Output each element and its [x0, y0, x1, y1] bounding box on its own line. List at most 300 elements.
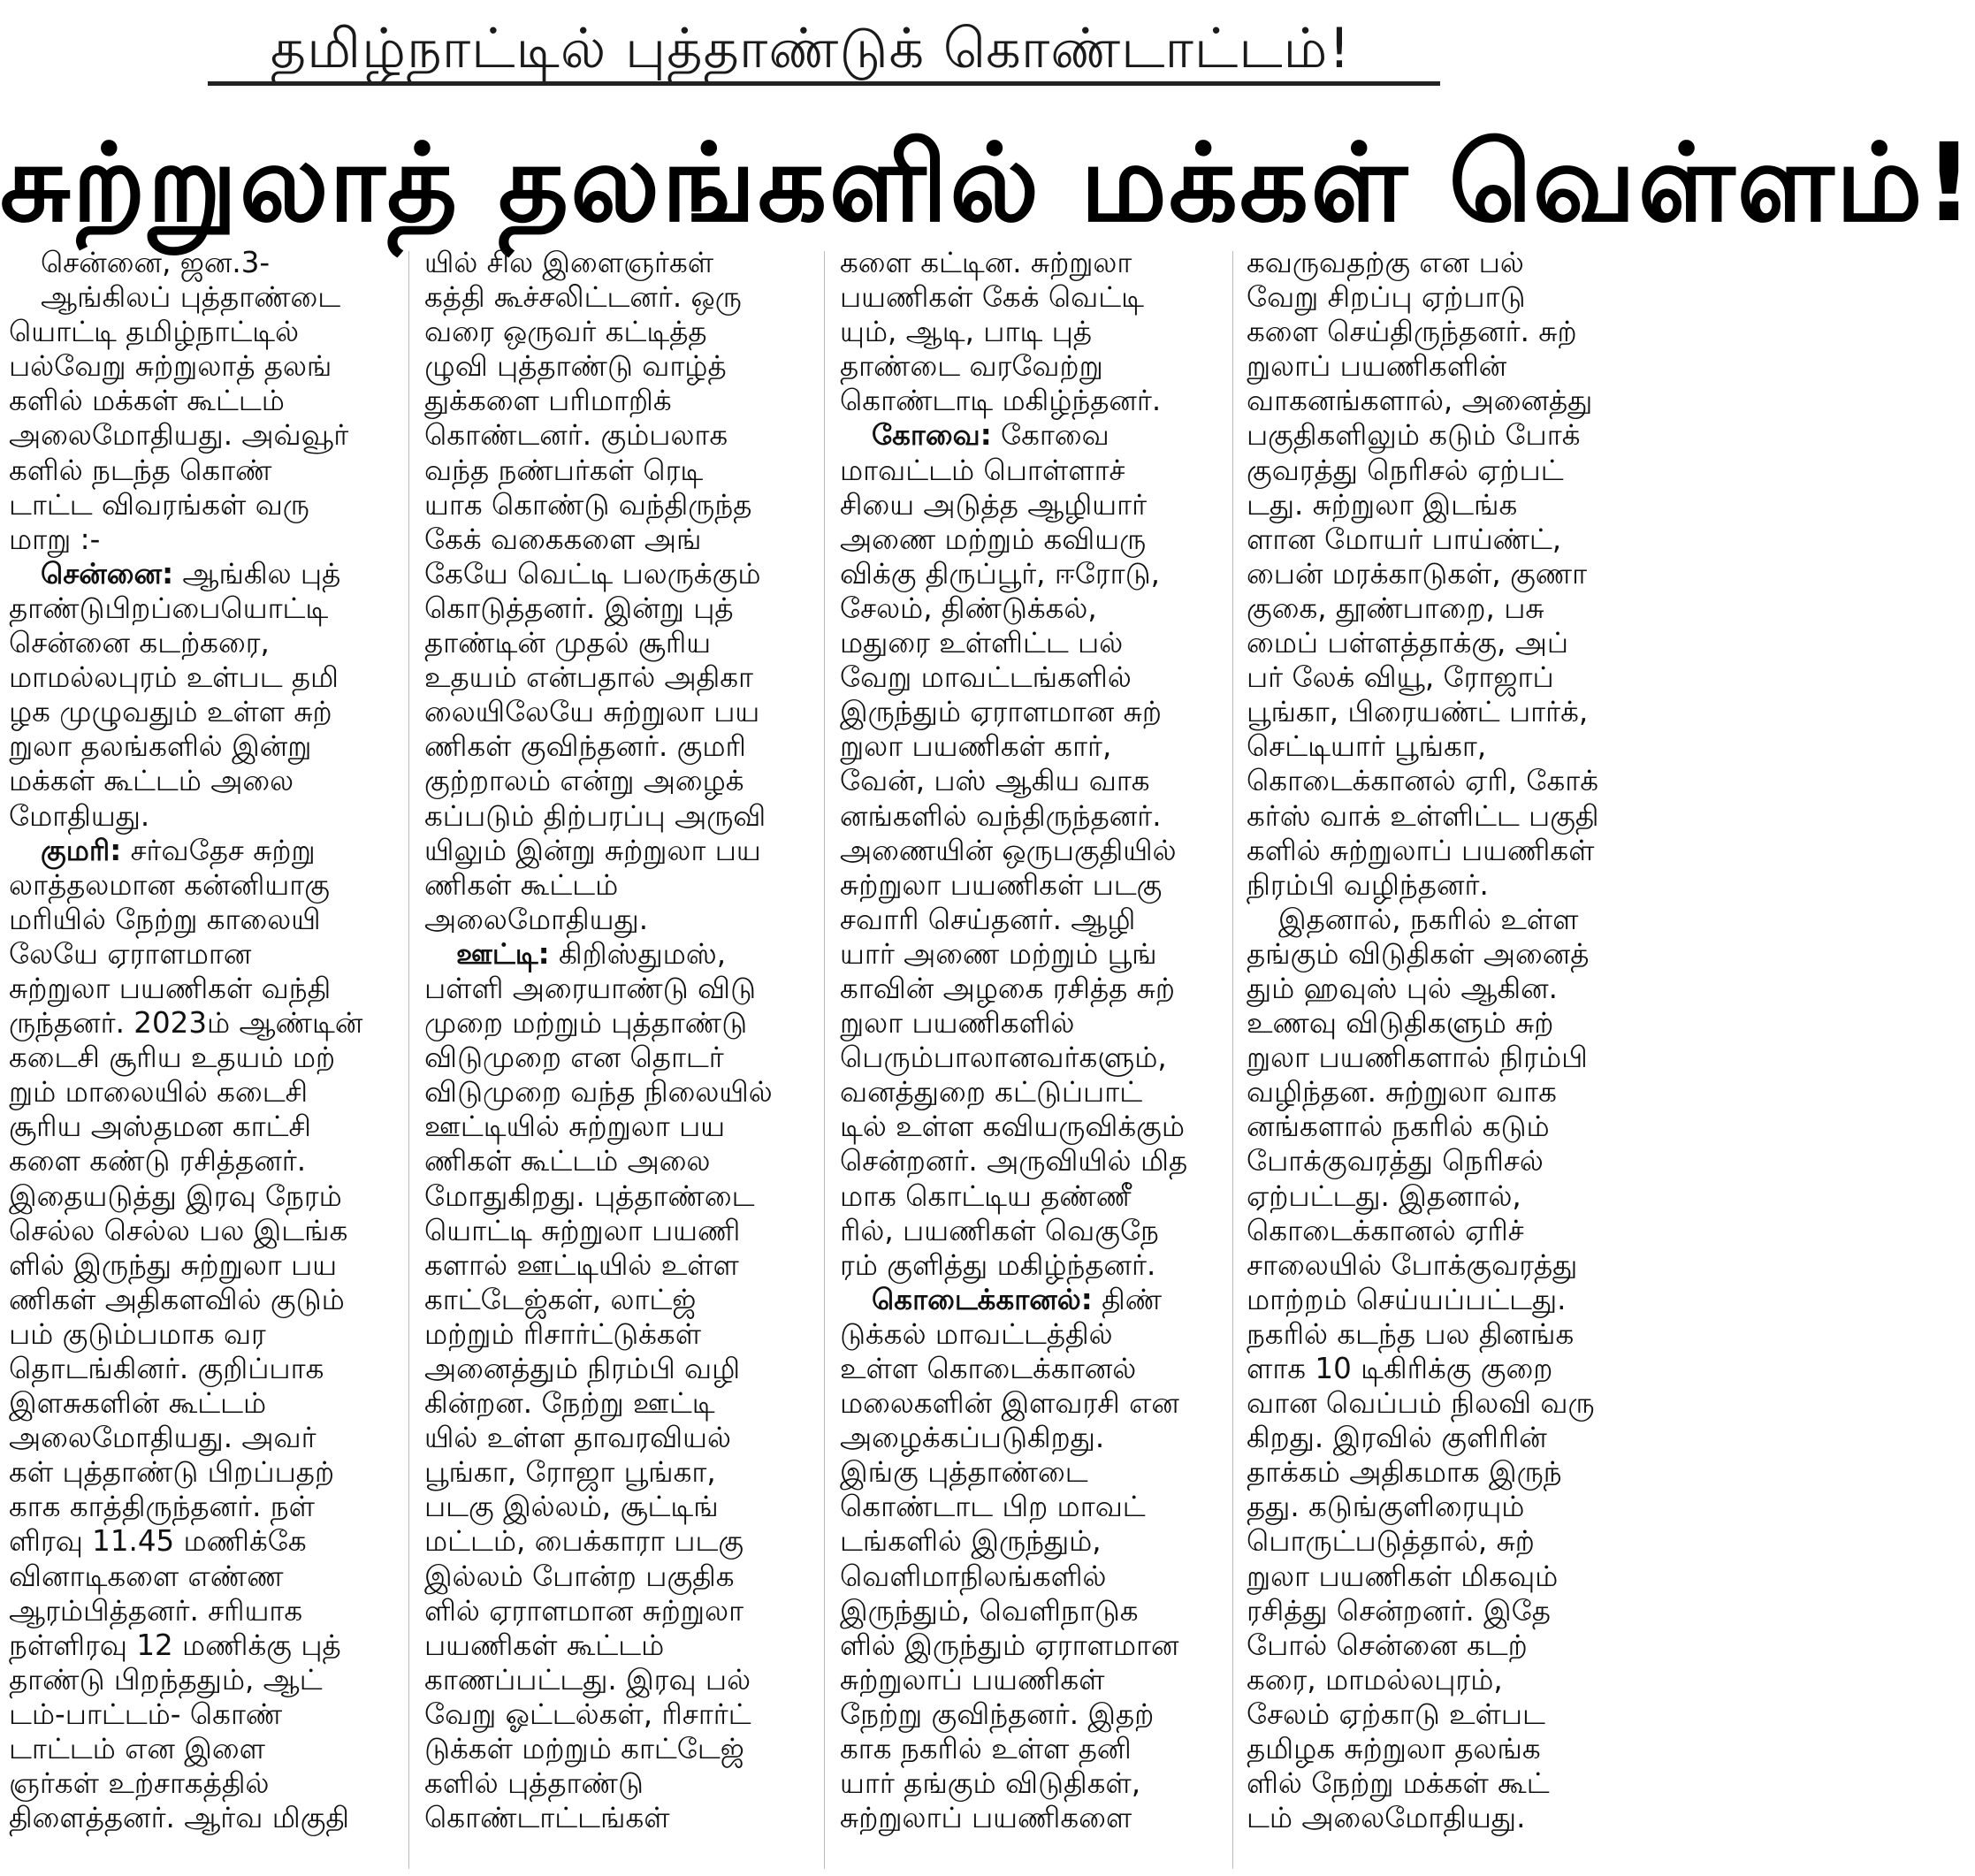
article-line	[1247, 834, 1622, 868]
article-line	[424, 1214, 800, 1248]
article-line-text: தமிழக சுற்றுலா தலங்க	[1247, 1732, 1541, 1766]
article-line-text: அலைமோதியது. அவ்வூர்	[9, 418, 349, 453]
article-line-text: ருந்தனர். 2023ம் ஆண்டின்	[9, 1006, 363, 1041]
article-line-text: பகுதிகளிலும் கடும் போக்	[1247, 418, 1581, 453]
article-line	[9, 349, 385, 384]
article-line	[1247, 764, 1622, 798]
article-line-text: ஞர்கள் உற்சாகத்தில்	[9, 1766, 270, 1801]
article-line-text: றுலா பயணிகளால் நிரம்பி	[1247, 1041, 1588, 1075]
article-line	[424, 1560, 800, 1594]
article-line-text: கடைசி சூரிய உதயம் மற்	[9, 1041, 336, 1075]
article-line	[840, 1732, 1216, 1766]
article-line-text: ரில், பயணிகள் வெகுநே	[840, 1213, 1159, 1247]
article-line-text: ளாக 10 டிகிரிக்கு குறை	[1247, 1352, 1553, 1385]
article-line	[1247, 591, 1622, 626]
article-line	[9, 1214, 385, 1248]
article-line	[1247, 1801, 1622, 1835]
article-line-text: இதனால், நகரில் உள்ள	[1278, 902, 1579, 936]
article-line-text: டில் உள்ள கவியருவிக்கும்	[840, 1110, 1185, 1144]
article-line-text: ரசித்து சென்றனர். இதே	[1247, 1593, 1551, 1628]
article-line-text: அலைமோதியது.	[424, 902, 649, 936]
article-line-text: குற்றாலம் என்று அழைக்	[424, 764, 744, 798]
article-line	[424, 1144, 800, 1178]
article-line-text: தங்கும் விடுதிகள் அனைத்	[1247, 936, 1590, 971]
article-line-text: மக்கள் கூட்டம் அலை	[9, 764, 294, 798]
article-line	[9, 1110, 385, 1144]
article-line	[424, 1179, 800, 1214]
article-line	[424, 834, 800, 868]
article-line	[9, 1006, 385, 1041]
article-line	[424, 1628, 800, 1663]
article-line-text: சுற்றுலாப் பயணிகள்	[840, 1662, 1105, 1697]
article-line	[1247, 522, 1622, 557]
article-line-text: சுற்றுலா பயணிகள் படகு	[840, 867, 1163, 902]
article-line-text: கொடைக்கானல் ஏரிச்	[1247, 1213, 1524, 1247]
article-line	[840, 1421, 1216, 1455]
article-line-text: இங்கு புத்தாண்டை	[840, 1455, 1088, 1490]
column-divider	[408, 251, 409, 1869]
article-line	[840, 868, 1216, 903]
article-line	[424, 1386, 800, 1421]
article-line	[840, 349, 1216, 384]
article-line	[840, 729, 1216, 764]
article-line-text: விடுமுறை வந்த நிலையில்	[424, 1075, 773, 1110]
article-line-text: மாறு :-	[9, 522, 101, 556]
article-line-text: கேயே வெட்டி பலருக்கும்	[424, 556, 761, 591]
article-line	[424, 764, 800, 798]
article-line-text: சென்னை, ஜன.3-	[41, 246, 271, 279]
article-line-text: திளைத்தனர். ஆர்வ மிகுதி	[9, 1801, 350, 1835]
article-line-text: இருந்தும் ஏராளமான சுற்	[840, 695, 1162, 729]
article-line-text: பூங்கா, பிரையண்ட் பார்க்,	[1247, 695, 1589, 729]
article-line-text: யில் உள்ள தாவரவியல்	[424, 1421, 731, 1455]
article-line-text: கோவை	[991, 418, 1110, 453]
article-line-text: டாட்டம் என இளை	[9, 1732, 265, 1766]
article-line	[1247, 1075, 1622, 1110]
article-line	[1247, 1732, 1622, 1766]
column-divider	[824, 251, 825, 1869]
article-line-text: டம்-பாட்டம்- கொண்	[9, 1697, 283, 1731]
article-line-text: ஊட்டியில் சுற்றுலா பய	[424, 1110, 726, 1144]
article-line	[840, 1352, 1216, 1386]
article-line-text: செட்டியார் பூங்கா,	[1247, 729, 1487, 764]
article-line	[1247, 660, 1622, 695]
article-line-text: களில் நடந்த கொண்	[9, 453, 272, 487]
article-line	[840, 315, 1216, 349]
article-line	[1247, 1110, 1622, 1144]
article-line	[840, 834, 1216, 868]
article-line	[1247, 418, 1622, 453]
article-line	[840, 1560, 1216, 1594]
article-line-text: வேறு சிறப்பு ஏற்பாடு	[1247, 280, 1526, 315]
article-line	[840, 660, 1216, 695]
article-line-text: யும், ஆடி, பாடி புத்	[840, 315, 1093, 349]
article-line	[9, 488, 385, 522]
article-line	[424, 591, 800, 626]
article-line-text: களை கட்டின. சுற்றுலா	[840, 246, 1132, 279]
article-line-text: சேலம், திண்டுக்கல்,	[840, 591, 1097, 625]
article-line	[1247, 1352, 1622, 1386]
article-line	[424, 1455, 800, 1490]
article-line-text: வாகனங்களால், அனைத்து	[1247, 384, 1593, 418]
article-line-text: கிறிஸ்துமஸ்,	[549, 936, 727, 971]
article-line-text: நள்ளிரவு 12 மணிக்கு புத்	[9, 1628, 341, 1662]
dateline-place: சென்னை:	[41, 556, 174, 591]
article-line	[424, 280, 800, 315]
article-line	[1247, 349, 1622, 384]
article-line-text: றுலா பயணிகள் கார்,	[840, 729, 1112, 764]
main-headline: சுற்றுலாத் தலங்களில் மக்கள் வெள்ளம்!	[0, 120, 1975, 246]
article-line-text: சூரிய அஸ்தமன காட்சி	[9, 1110, 311, 1144]
article-line-text: மற்றும் ரிசார்ட்டுக்கள்	[424, 1316, 702, 1351]
article-line	[9, 1628, 385, 1663]
article-line	[1247, 1386, 1622, 1421]
article-line-text: ணிகள் கூட்டம்	[424, 867, 619, 902]
article-line	[840, 1006, 1216, 1041]
article-line	[9, 1317, 385, 1352]
article-line	[840, 1283, 1216, 1317]
article-line	[1247, 1041, 1622, 1075]
article-line	[9, 1490, 385, 1524]
article-line-text: கொண்டாட்டங்கள்	[424, 1801, 670, 1835]
article-line-text: ஆரம்பித்தனர். சரியாக	[9, 1593, 303, 1628]
article-line	[424, 454, 800, 488]
article-line-text: துக்களை பரிமாறிக்	[424, 384, 672, 418]
article-line	[9, 454, 385, 488]
article-line	[9, 280, 385, 315]
article-line	[840, 1248, 1216, 1283]
article-line	[1247, 937, 1622, 972]
article-line-text: ழக முழுவதும் உள்ள சுற்	[9, 695, 332, 729]
article-line-text: கொடைக்கானல் ஏரி, கோக்	[1247, 764, 1599, 798]
article-line-text: போல் சென்னை கடற்	[1247, 1628, 1528, 1662]
article-line	[424, 315, 800, 349]
article-line-text: டுக்கள் மற்றும் காட்டேஜ்	[424, 1732, 744, 1766]
article-line	[840, 626, 1216, 660]
article-line-text: இளசுகளின் கூட்டம்	[9, 1386, 267, 1421]
article-line-text: உள்ள கொடைக்கானல்	[840, 1352, 1137, 1385]
article-line-text: ணிகள் குவிந்தனர். குமரி	[424, 729, 746, 764]
article-line-text: கொடுத்தனர். இன்று புத்	[424, 591, 734, 625]
article-line-text: ளில் நேற்று மக்கள் கூட்	[1247, 1766, 1550, 1801]
article-line	[9, 868, 385, 903]
article-line	[840, 972, 1216, 1006]
article-line	[9, 1386, 385, 1421]
article-line-text: இருந்தும், வெளிநாடுக	[840, 1593, 1139, 1628]
article-line-text: றுலா பயணிகள் மிகவும்	[1247, 1559, 1559, 1593]
article-line-text: படகு இல்லம், சூட்டிங்	[424, 1490, 719, 1524]
article-line-text: ளான மோயர் பாய்ண்ட்,	[1247, 522, 1562, 556]
article-line-text: வினாடிகளை எண்ண	[9, 1559, 284, 1593]
article-line	[840, 1628, 1216, 1663]
article-line	[9, 729, 385, 764]
article-line	[840, 280, 1216, 315]
article-line	[9, 937, 385, 972]
article-line	[9, 1732, 385, 1766]
dateline-place: ஊட்டி:	[456, 936, 550, 971]
article-line	[424, 246, 800, 280]
article-line	[424, 868, 800, 903]
article-line-text: நிரம்பி வழிந்தனர்.	[1247, 867, 1489, 902]
article-line	[424, 1663, 800, 1697]
article-line	[9, 315, 385, 349]
article-line	[840, 1179, 1216, 1214]
article-line	[424, 695, 800, 729]
article-line	[840, 903, 1216, 937]
article-column-1	[9, 246, 385, 1872]
article-line-text: களில் சுற்றுலாப் பயணிகள்	[1247, 833, 1595, 867]
article-line-text: கொண்டாட பிற மாவட்	[840, 1490, 1146, 1524]
kicker-underline	[208, 81, 1440, 86]
article-line-text: மாக கொட்டிய தண்ணீ	[840, 1178, 1132, 1213]
article-line-text: பயணிகள் கூட்டம்	[424, 1628, 665, 1662]
article-line	[9, 1041, 385, 1075]
article-line	[424, 557, 800, 591]
article-line-text: கப்படும் திற்பரப்பு அருவி	[424, 798, 766, 833]
article-column-3	[840, 246, 1216, 1872]
article-line	[840, 1490, 1216, 1524]
article-line-text: களால் ஊட்டியில் உள்ள	[424, 1247, 739, 1282]
article-line	[9, 1697, 385, 1732]
article-line-text: கரை, மாமல்லபுரம்,	[1247, 1662, 1503, 1697]
article-line	[840, 695, 1216, 729]
article-line	[1247, 1006, 1622, 1041]
article-line-text: ளில் இருந்தும் ஏராளமான	[840, 1628, 1179, 1662]
article-line-text: தொடங்கினர். குறிப்பாக	[9, 1352, 324, 1385]
article-line	[424, 903, 800, 937]
article-line-text: யில் சில இளைஞர்கள்	[424, 246, 714, 279]
article-line-text: மாற்றம் செய்யப்பட்டது.	[1247, 1282, 1567, 1316]
article-line	[424, 1421, 800, 1455]
article-line	[1247, 280, 1622, 315]
article-line-text: றுலா தலங்களில் இன்று	[9, 729, 312, 764]
article-line-text: விடுமுறை என தொடர்	[424, 1041, 724, 1075]
article-line	[9, 418, 385, 453]
article-line	[1247, 1179, 1622, 1214]
article-line-text: ரம் குளித்து மகிழ்ந்தனர்.	[840, 1247, 1156, 1282]
article-line-text: உணவு விடுதிகளும் சுற்	[1247, 1006, 1554, 1041]
article-line	[1247, 384, 1622, 418]
article-line	[9, 660, 385, 695]
article-line	[840, 1801, 1216, 1835]
article-line-text: பள்ளி அரையாண்டு விடு	[424, 971, 756, 1005]
article-line	[424, 1110, 800, 1144]
article-line-text: யொட்டி சுற்றுலா பயணி	[424, 1213, 741, 1247]
article-line-text: லையிலேயே சுற்றுலா பய	[424, 695, 760, 729]
article-line-text: ஆங்கில புத்	[173, 556, 341, 591]
article-line	[424, 349, 800, 384]
article-line	[1247, 972, 1622, 1006]
article-line	[840, 1455, 1216, 1490]
article-line-text: வழிந்தன. சுற்றுலா வாக	[1247, 1075, 1557, 1110]
article-line	[9, 246, 385, 280]
article-line-text: டம் அலைமோதியது.	[1247, 1801, 1526, 1835]
article-line	[424, 488, 800, 522]
article-line-text: வரை ஒருவர் கட்டித்த	[424, 315, 707, 349]
article-line	[9, 695, 385, 729]
article-line-text: பயணிகள் கேக் வெட்டி	[840, 280, 1144, 315]
article-line	[9, 557, 385, 591]
article-line	[424, 1732, 800, 1766]
article-line-text: தது. கடுங்குளிரையும்	[1247, 1490, 1525, 1524]
article-line	[840, 1075, 1216, 1110]
article-line-text: வேன், பஸ் ஆகிய வாக	[840, 764, 1150, 798]
article-line	[9, 384, 385, 418]
article-line-text: மலைகளின் இளவரசி என	[840, 1386, 1179, 1421]
article-line-text: முறை மற்றும் புத்தாண்டு	[424, 1006, 748, 1041]
article-line	[424, 937, 800, 972]
article-line-text: கவருவதற்கு என பல்	[1247, 246, 1524, 279]
article-line	[840, 799, 1216, 834]
article-line-text: னங்களில் வந்திருந்தனர்.	[840, 798, 1162, 833]
article-line-text: ளில் ஏராளமான சுற்றுலா	[424, 1593, 744, 1628]
article-line-text: பர் லேக் வியூ, ரோஜாப்	[1247, 660, 1554, 695]
article-line-text: அணையின் ஒருபகுதியில்	[840, 833, 1177, 867]
article-line-text: இல்லம் போன்ற பகுதிக	[424, 1559, 735, 1593]
article-line	[9, 1075, 385, 1110]
article-line	[9, 626, 385, 660]
article-line-text: வந்த நண்பர்கள் ரெடி	[424, 453, 704, 487]
article-line-text: வனத்துறை கட்டுப்பாட்	[840, 1075, 1143, 1110]
article-line	[1247, 729, 1622, 764]
article-line	[840, 1110, 1216, 1144]
article-line-text: யாக கொண்டு வந்திருந்த	[424, 487, 752, 522]
article-line	[1247, 868, 1622, 903]
article-line-text: கத்தி கூச்சலிட்டனர். ஒரு	[424, 280, 742, 315]
article-line	[840, 1663, 1216, 1697]
article-line	[9, 1766, 385, 1801]
article-line-text: களை கண்டு ரசித்தனர்.	[9, 1144, 307, 1178]
article-line	[424, 1766, 800, 1801]
article-line	[1247, 1455, 1622, 1490]
article-line	[840, 1386, 1216, 1421]
article-line-text: மாவட்டம் பொள்ளாச்	[840, 453, 1125, 487]
article-line	[1247, 1214, 1622, 1248]
article-line	[1247, 1697, 1622, 1732]
article-line	[1247, 1663, 1622, 1697]
article-line	[1247, 1560, 1622, 1594]
article-line	[9, 1352, 385, 1386]
article-line-text: யார் தங்கும் விடுதிகள்,	[840, 1766, 1141, 1801]
article-line-text: கேக் வகைகளை அங்	[424, 522, 702, 556]
article-line	[424, 1041, 800, 1075]
article-line-text: பல்வேறு சுற்றுலாத் தலங்	[9, 349, 332, 384]
article-line	[9, 591, 385, 626]
article-line	[1247, 1490, 1622, 1524]
article-line-text: ணிகள் அதிகளவில் குடும்	[9, 1282, 345, 1316]
article-line-text: நகரில் கடந்த பல தினங்க	[1247, 1316, 1575, 1351]
article-line	[840, 1524, 1216, 1559]
article-line	[1247, 1766, 1622, 1801]
article-line-text: மோதுகிறது. புத்தாண்டை	[424, 1178, 755, 1213]
article-line-text: தாண்டுபிறப்பையொட்டி	[9, 591, 329, 625]
article-line-text: பம் குடும்பமாக வர	[9, 1316, 266, 1351]
article-line-text: டாட்ட விவரங்கள் வரு	[9, 487, 309, 522]
article-line-text: டது. சுற்றுலா இடங்க	[1247, 487, 1518, 522]
article-line-text: ளிரவு 11.45 மணிக்கே	[9, 1524, 307, 1559]
article-line-text: பொருட்படுத்தால், சுற்	[1247, 1524, 1535, 1559]
article-line	[9, 1801, 385, 1835]
article-line	[1247, 557, 1622, 591]
article-line-text: அழைக்கப்படுகிறது.	[840, 1421, 1105, 1455]
article-line	[424, 626, 800, 660]
article-line-text: மதுரை உள்ளிட்ட பல்	[840, 626, 1124, 660]
article-line-text: திண்	[1092, 1282, 1163, 1316]
article-line-text: களில் மக்கள் கூட்டம்	[9, 384, 285, 418]
article-line	[424, 418, 800, 453]
article-line	[424, 1594, 800, 1628]
article-line	[424, 1490, 800, 1524]
article-line-text: பைன் மரக்காடுகள், குணா	[1247, 556, 1588, 591]
article-line-text: வெளிமாநிலங்களில்	[840, 1559, 1107, 1593]
article-line-text: அனைத்தும் நிரம்பி வழி	[424, 1352, 741, 1385]
article-line-text: களை செய்திருந்தனர். சுற்	[1247, 315, 1577, 349]
article-line-text: யிலும் இன்று சுற்றுலா பய	[424, 833, 761, 867]
article-line-text: வான வெப்பம் நிலவி வரு	[1247, 1386, 1595, 1421]
article-line-text: னங்களால் நகரில் கடும்	[1247, 1110, 1550, 1144]
article-line	[840, 1594, 1216, 1628]
article-line	[1247, 315, 1622, 349]
article-line-text: சர்வதேச சுற்று	[121, 833, 316, 867]
article-line-text: சியை அடுத்த ஆழியார்	[840, 487, 1148, 522]
article-line-text: தாக்கம் அதிகமாக இருந்	[1247, 1455, 1562, 1490]
article-line	[9, 1144, 385, 1178]
article-line	[1247, 246, 1622, 280]
article-line	[424, 1801, 800, 1835]
article-line	[424, 1352, 800, 1386]
article-line-text: கின்றன. நேற்று ஊட்டி	[424, 1386, 715, 1421]
article-line	[840, 522, 1216, 557]
article-line	[840, 454, 1216, 488]
article-line-text: கர்ஸ் வாக் உள்ளிட்ட பகுதி	[1247, 798, 1599, 833]
article-line-text: ஏற்பட்டது. இதனால்,	[1247, 1178, 1521, 1213]
article-line	[9, 1560, 385, 1594]
article-line-text: குகை, தூண்பாறை, பசு	[1247, 591, 1544, 625]
article-line-text: ணிகள் கூட்டம் அலை	[424, 1144, 711, 1178]
article-line-text: காட்டேஜ்கள், லாட்ஜ்	[424, 1282, 697, 1316]
article-line-text: காணப்பட்டது. இரவு பல்	[424, 1662, 751, 1697]
article-line-text: உதயம் என்பதால் அதிகா	[424, 660, 754, 695]
article-line-text: தாண்டை வரவேற்று	[840, 349, 1103, 384]
article-line	[1247, 1248, 1622, 1283]
article-line-text: டுக்கல் மாவட்டத்தில்	[840, 1316, 1113, 1351]
article-line	[840, 1766, 1216, 1801]
article-line-text: நேற்று குவிந்தனர். இதற்	[840, 1697, 1155, 1731]
article-line	[424, 729, 800, 764]
article-line	[9, 522, 385, 557]
article-line-text: தாண்டின் முதல் சூரிய	[424, 626, 712, 660]
article-line-text: பூங்கா, ரோஜா பூங்கா,	[424, 1455, 716, 1490]
article-line	[840, 1317, 1216, 1352]
article-line-text: யொட்டி தமிழ்நாட்டில்	[9, 315, 300, 349]
article-line	[424, 1248, 800, 1283]
article-line-text: காக காத்திருந்தனர். நள்	[9, 1490, 315, 1524]
article-line-text: இதையடுத்து இரவு நேரம்	[9, 1178, 342, 1213]
article-line	[424, 1075, 800, 1110]
article-line	[1247, 1421, 1622, 1455]
article-line-text: செல்ல செல்ல பல இடங்க	[9, 1213, 348, 1247]
article-column-4	[1247, 246, 1622, 1872]
dateline-place: கோவை:	[872, 418, 992, 453]
article-line-text: கொண்டாடி மகிழ்ந்தனர்.	[840, 384, 1162, 418]
article-line-text: டங்களில் இருந்தும்,	[840, 1524, 1102, 1559]
article-line-text: அணை மற்றும் கவியரு	[840, 522, 1147, 556]
article-body	[9, 246, 1618, 1872]
article-line	[840, 418, 1216, 453]
article-line	[424, 522, 800, 557]
article-line-text: லாத்தலமான கன்னியாகு	[9, 867, 330, 902]
article-line-text: கொண்டனர். கும்பலாக	[424, 418, 728, 453]
